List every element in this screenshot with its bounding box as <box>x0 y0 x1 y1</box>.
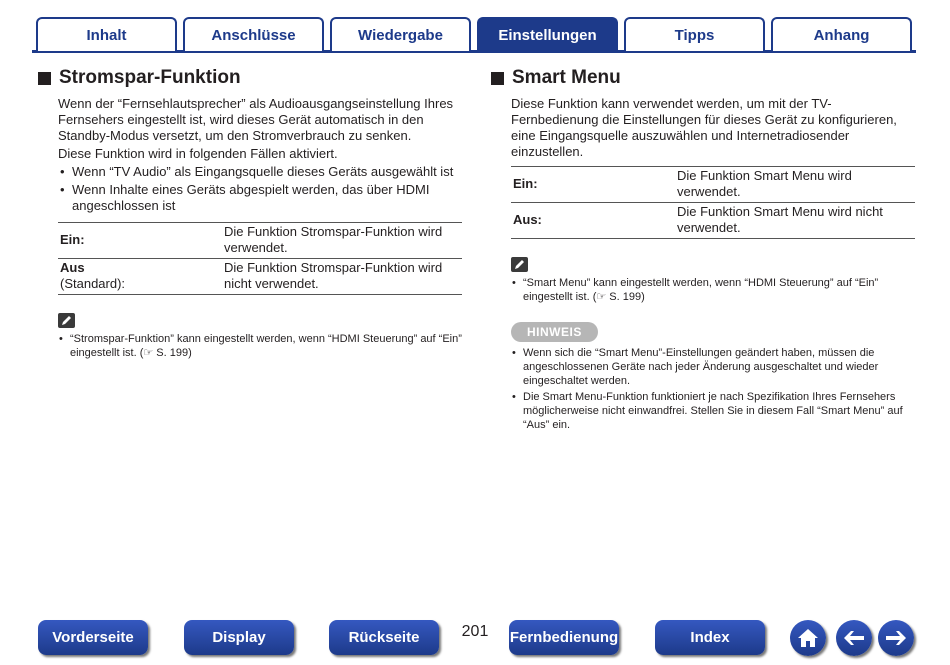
hinweis-list <box>511 346 915 432</box>
condition-list <box>58 164 462 214</box>
option-description: Die Funktion Stromspar-Funktion wird verwendet. <box>224 224 443 255</box>
square-bullet-icon <box>491 72 504 85</box>
option-description: Die Funktion Smart Menu wird nicht verwendet. <box>677 204 883 235</box>
table-row <box>58 259 462 295</box>
option-table <box>58 222 462 295</box>
tab-anschluesse[interactable]: Anschlüsse <box>183 17 324 51</box>
option-table <box>511 166 915 239</box>
default-label: (Standard): <box>60 276 126 291</box>
activation-text: Diese Funktion wird in folgenden Fällen aktiviert. <box>58 146 338 161</box>
tab-einstellungen[interactable]: Einstellungen <box>477 17 618 51</box>
front-panel-button[interactable]: Vorderseite <box>38 620 148 655</box>
remote-control-button[interactable]: Fernbedienung <box>509 620 619 655</box>
section-heading <box>491 66 915 90</box>
note-item[interactable]: • “Smart Menu” kann eingestellt werden, wenn “HDMI Steuerung” auf “Ein” eingestellt ist. (☞ S. 199) <box>511 276 915 304</box>
display-button[interactable]: Display <box>184 620 294 655</box>
tab-inhalt[interactable]: Inhalt <box>36 17 177 51</box>
option-key: Ein: <box>60 232 85 247</box>
intro-text: Wenn der “Fernsehlautsprecher” als Audioausgangseinstellung Ihres Fernsehers eingestellt ist, wird dieses Gerät automatisch in den Standby-Modus versetzt, um den Stromverbrauch zu senken. <box>58 96 454 143</box>
hinweis-item: • Wenn sich die “Smart Menu”-Einstellungen geändert haben, müssen die angeschlossenen Geräte nach jeder Änderung ausgeschaltet und wieder eingeschaltet werden. <box>511 346 915 388</box>
stromspar-section <box>38 66 462 362</box>
section-title: Smart Menu <box>512 67 621 88</box>
tab-wiedergabe[interactable]: Wiedergabe <box>330 17 471 51</box>
table-row <box>58 223 462 259</box>
table-row <box>511 167 915 203</box>
hinweis-badge: HINWEIS <box>511 322 598 342</box>
pencil-note-icon <box>511 257 528 272</box>
tab-anhang[interactable]: Anhang <box>771 17 912 51</box>
list-item: • Wenn “TV Audio” als Eingangsquelle dieses Geräts ausgewählt ist <box>58 164 462 180</box>
back-button[interactable] <box>836 620 872 656</box>
home-button[interactable] <box>790 620 826 656</box>
back-arrow-icon <box>842 629 866 647</box>
pencil-note-icon <box>58 313 75 328</box>
note-list <box>511 276 915 304</box>
forward-button[interactable] <box>878 620 914 656</box>
index-button[interactable]: Index <box>655 620 765 655</box>
page-number: 201 <box>461 623 489 640</box>
tab-tipps[interactable]: Tipps <box>624 17 765 51</box>
section-title: Stromspar-Funktion <box>59 67 241 88</box>
note-item[interactable]: • “Stromspar-Funktion” kann eingestellt werden, wenn “HDMI Steuerung” auf “Ein” eingestellt ist. (☞ S. 199) <box>58 332 462 360</box>
intro-text: Diese Funktion kann verwendet werden, um mit der TV-Fernbedienung die Einstellungen für dieses Gerät zu konfigurieren, eine Eingangsquelle auszuwählen und Internetradiosender einzustellen. <box>511 96 897 159</box>
rear-panel-button[interactable]: Rückseite <box>329 620 439 655</box>
option-description: Die Funktion Smart Menu wird verwendet. <box>677 168 852 199</box>
option-description: Die Funktion Stromspar-Funktion wird nicht verwendet. <box>224 260 443 291</box>
top-tab-bar <box>32 17 916 53</box>
smart-menu-section <box>491 66 915 434</box>
option-key: Aus: <box>513 212 542 227</box>
hinweis-item: • Die Smart Menu-Funktion funktioniert je nach Spezifikation Ihres Fernsehers möglicherweise nicht einwandfrei. Stellen Sie in diesem Fall “Smart Menu” auf “Aus” ein. <box>511 390 915 432</box>
list-item: • Wenn Inhalte eines Geräts abgespielt werden, das über HDMI angeschlossen ist <box>58 182 462 214</box>
forward-arrow-icon <box>884 629 908 647</box>
table-row <box>511 203 915 239</box>
home-icon <box>796 627 820 649</box>
square-bullet-icon <box>38 72 51 85</box>
option-key: Aus (Standard): <box>58 259 222 295</box>
option-key: Ein: <box>513 176 538 191</box>
section-heading <box>38 66 462 90</box>
note-list <box>58 332 462 360</box>
